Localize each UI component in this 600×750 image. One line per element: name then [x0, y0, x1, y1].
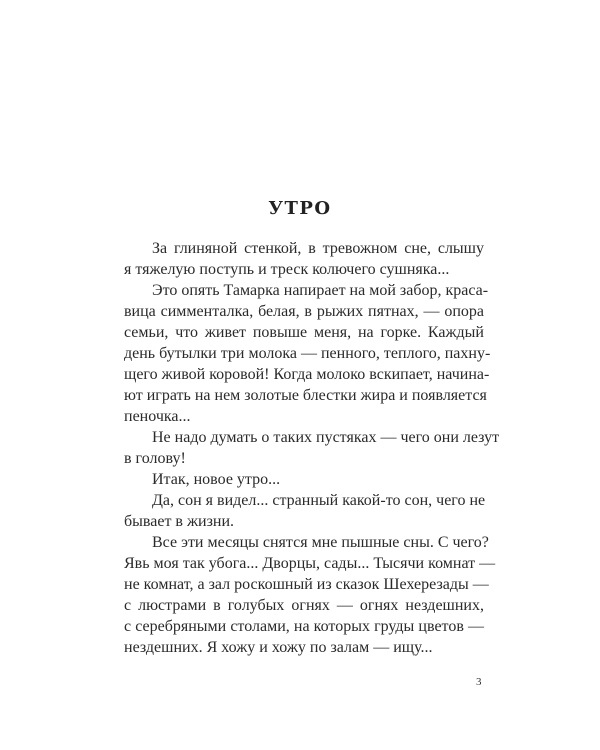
- paragraph: [124, 469, 484, 490]
- text-line: семьи, что живет повыше меня, на горке. Каждый: [124, 324, 484, 341]
- text-line: Да, сон я видел... странный какой-то сон, чего не: [152, 492, 486, 509]
- text-line: день бутылки три молока — пенного, теплого, пахну-: [124, 345, 491, 362]
- body-text: [124, 238, 500, 658]
- text-line: Итак, новое утро...: [152, 471, 281, 488]
- text-line: я тяжелую поступь и треск колючего сушняка...: [124, 261, 450, 278]
- paragraph: [124, 490, 484, 532]
- text-line: с люстрами в голубых огнях — огнях нездешних,: [124, 597, 484, 614]
- text-line: в голову!: [124, 450, 186, 467]
- text-line: с серебряными столами, на которых груды цветов —: [124, 618, 484, 635]
- text-line: За глиняной стенкой, в тревожном сне, слышу: [152, 240, 484, 257]
- text-line: щего живой коровой! Когда молоко вскипает, начина-: [124, 366, 490, 383]
- paragraph: [124, 280, 491, 427]
- text-line: не комнат, а зал роскошный из сказок Шехерезады —: [124, 576, 489, 593]
- chapter-title: УТРО: [268, 198, 332, 219]
- text-line: вица симменталка, белая, в рыжих пятнах, — опора: [124, 303, 484, 320]
- paragraph: [124, 532, 496, 658]
- text-line: пеночка...: [124, 408, 191, 425]
- text-line: бывает в жизни.: [124, 513, 235, 530]
- page-number: 3: [476, 676, 482, 688]
- text-line: Это опять Тамарка напирает на мой забор, краса-: [152, 282, 489, 299]
- paragraph: [124, 427, 500, 469]
- text-line: Явь моя так убога... Дворцы, сады... Тысячи комнат —: [124, 555, 496, 572]
- paragraph: [124, 238, 484, 280]
- text-line: Не надо думать о таких пустяках — чего они лезут: [152, 429, 500, 446]
- text-line: нездешних. Я хожу и хожу по залам — ищу...: [124, 639, 433, 656]
- text-line: ют играть на нем золотые блестки жира и появляется: [124, 387, 487, 404]
- text-line: Все эти месяцы снятся мне пышные сны. С чего?: [152, 534, 489, 551]
